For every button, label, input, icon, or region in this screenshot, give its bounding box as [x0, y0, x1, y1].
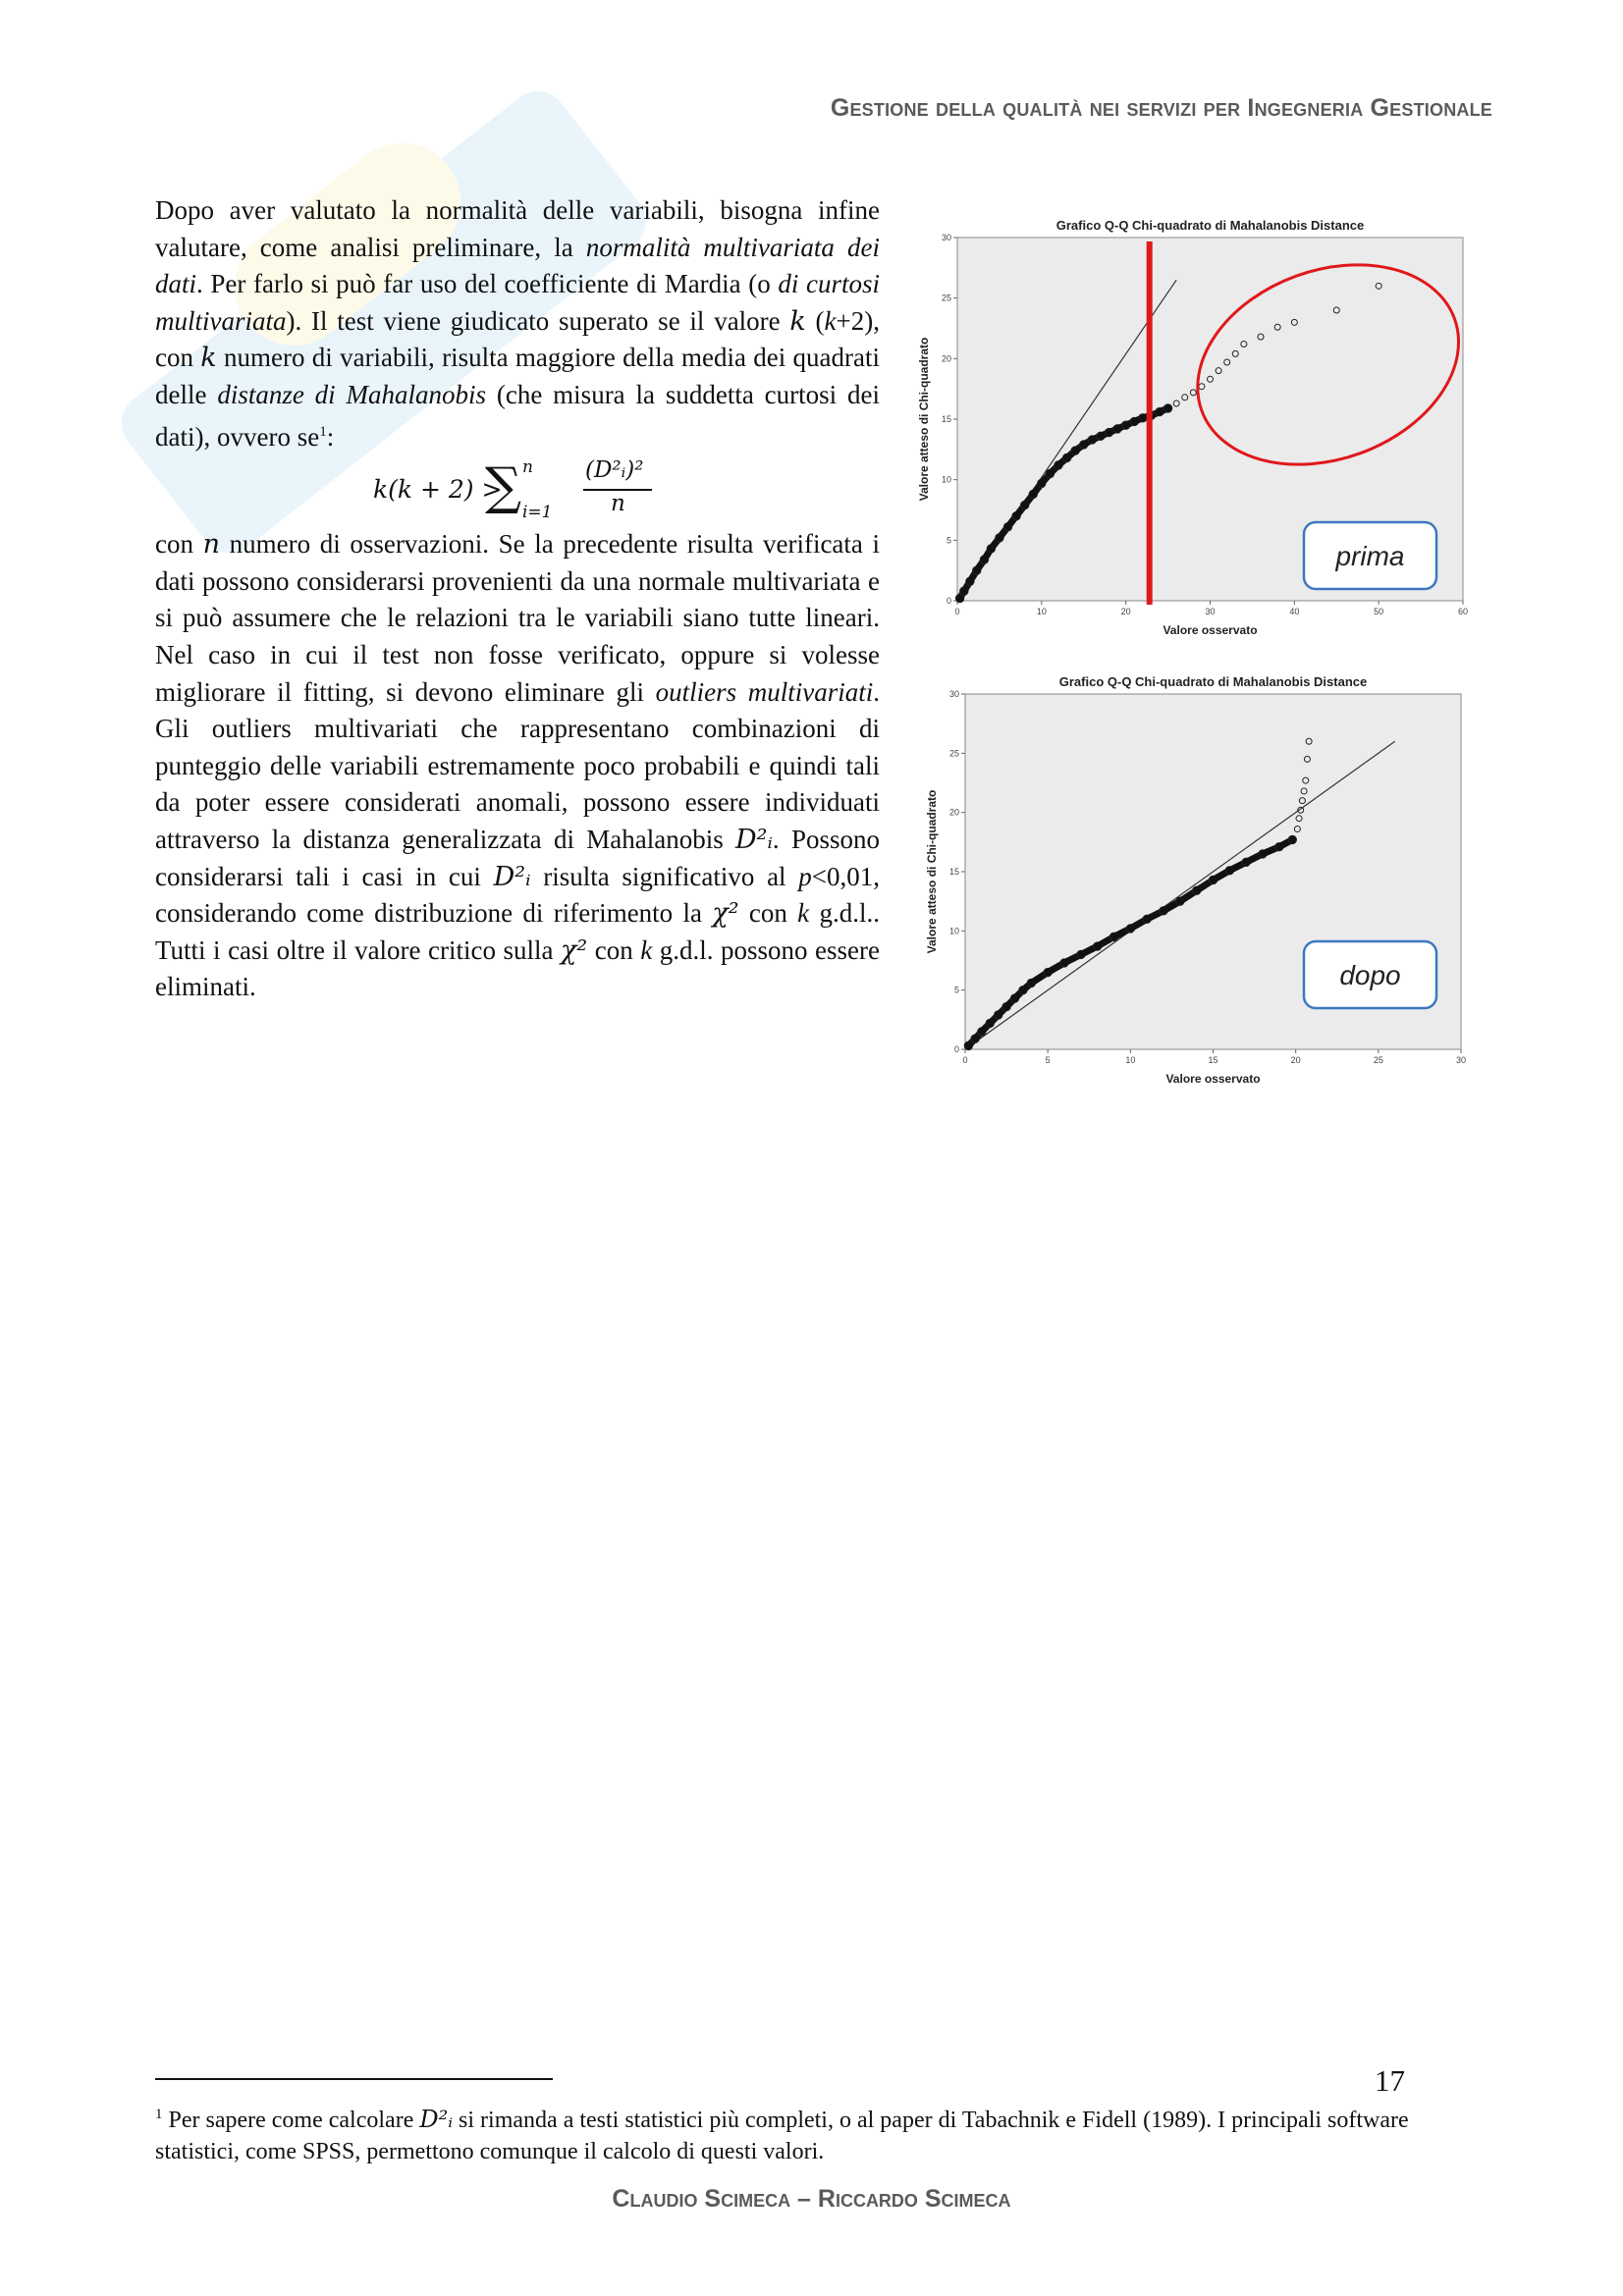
- x-tick-label: 10: [1125, 1055, 1136, 1065]
- formula-denominator: n: [611, 491, 625, 517]
- text-run-italic: normalità multivariata dei dati: [155, 232, 880, 299]
- text-run: numero di osservazioni. Se la precedente risulta verificata i dati possono considerarsi provenienti da una normale multivariata e si può assumere che le relazioni tra le variabili siano tutte lineari. Nel caso in cui il test non fosse verificato, oppure si volesse migliorare il fitting, si devono eliminare gli: [155, 529, 881, 707]
- y-tick-label: 25: [948, 748, 959, 759]
- y-axis-label: Valore atteso di Chi-quadrato: [917, 337, 931, 502]
- math-var: χ²: [712, 898, 739, 930]
- footnote-separator: [155, 2078, 553, 2080]
- math-var: n: [202, 529, 220, 561]
- text-run: (che misura la suddetta curtosi dei dati), ovvero se: [155, 379, 880, 452]
- text-run-italic: di curtosi multivariata: [155, 269, 880, 336]
- y-tick-label: 15: [948, 867, 959, 877]
- text-run: g.d.l.. Tutti i casi oltre il valore critico sulla: [155, 898, 880, 965]
- x-tick-label: 10: [1036, 607, 1047, 616]
- x-tick-label: 20: [1290, 1055, 1301, 1065]
- math-var: χ²: [561, 934, 588, 966]
- formula-lhs: k(k + 2) >: [373, 475, 503, 505]
- y-tick-label: 30: [948, 689, 959, 699]
- text-run: con: [587, 934, 641, 965]
- x-tick-label: 30: [1205, 607, 1216, 616]
- text-run: g.d.l. possono essere eliminati.: [155, 934, 880, 1002]
- y-tick-label: 0: [953, 1044, 959, 1054]
- x-axis-label: Valore osservato: [1165, 1072, 1261, 1086]
- data-point: [1288, 835, 1296, 843]
- y-tick-label: 10: [941, 474, 951, 485]
- x-tick-label: 25: [1373, 1055, 1383, 1065]
- math-var: D²ᵢ: [735, 824, 773, 855]
- x-tick-label: 5: [1045, 1055, 1051, 1065]
- text-run: numero di variabili, risulta maggiore della media dei quadrati delle: [155, 343, 881, 409]
- mardia-formula: [155, 457, 880, 523]
- paragraph-2: [155, 526, 880, 1006]
- text-run: risulta significativo al: [530, 861, 799, 891]
- x-axis-label: Valore osservato: [1163, 623, 1258, 637]
- text-run: <0,01, considerando come distribuzione di riferimento la: [155, 861, 880, 929]
- x-tick-label: 0: [962, 1055, 968, 1065]
- paragraph-1: [155, 192, 880, 455]
- footnote-marker[interactable]: 1: [319, 423, 327, 440]
- chart-state-label: prima: [1335, 541, 1405, 571]
- formula-sum-lower: i=1: [522, 503, 553, 523]
- text-run: con: [155, 529, 203, 560]
- y-tick-label: 5: [953, 985, 959, 995]
- y-tick-label: 10: [948, 926, 959, 936]
- formula-sum: ∑: [485, 457, 522, 517]
- text-run-italic: k: [797, 898, 810, 929]
- charts-column: [903, 210, 1473, 1089]
- text-run-italic: k: [824, 305, 837, 336]
- data-point: [1163, 404, 1171, 412]
- qq-plot-before: [903, 210, 1473, 652]
- text-run: :: [326, 421, 335, 452]
- text-run-italic: k: [640, 934, 653, 965]
- formula-sum-upper: n: [522, 457, 533, 478]
- y-tick-label: 20: [941, 353, 951, 364]
- text-run-italic: distanze di Mahalanobis: [217, 379, 487, 409]
- x-tick-label: 15: [1208, 1055, 1218, 1065]
- y-tick-label: 5: [946, 535, 951, 546]
- x-tick-label: 40: [1289, 607, 1300, 616]
- running-header: Gestione della qualità nei servizi per Ingegneria Gestionale: [830, 94, 1492, 122]
- y-axis-label: Valore atteso di Chi-quadrato: [925, 789, 939, 954]
- math-var: k: [789, 305, 806, 337]
- text-run: . Per farlo si può far uso del coefficiente di Mardia (o: [196, 269, 779, 299]
- formula-numerator: (D²ᵢ)²: [585, 457, 644, 484]
- math-var: D²ᵢ: [419, 2106, 454, 2133]
- y-tick-label: 20: [948, 807, 959, 818]
- x-tick-label: 50: [1374, 607, 1384, 616]
- math-var: D²ᵢ: [493, 861, 531, 892]
- text-run: si rimanda a testi statistici più completi, o al paper di Tabachnik e Fidell (1989). I principali software statistici, come SPSS, permettono comunque il calcolo di questi valori.: [155, 2108, 1409, 2164]
- text-run: (: [805, 305, 825, 336]
- x-tick-label: 20: [1120, 607, 1131, 616]
- text-run-italic: p: [798, 861, 812, 891]
- y-tick-label: 0: [946, 596, 951, 606]
- text-run: +2), con: [155, 305, 880, 373]
- main-text: [155, 192, 880, 1006]
- x-tick-label: 60: [1457, 607, 1469, 616]
- y-tick-label: 30: [941, 233, 951, 242]
- x-tick-label: 30: [1455, 1055, 1467, 1065]
- chart-state-label: dopo: [1339, 960, 1401, 990]
- x-tick-label: 0: [954, 607, 960, 616]
- math-var: k: [200, 343, 217, 374]
- text-run: Dopo aver valutato la normalità delle variabili, bisogna infine valutare, come analisi preliminare, la: [155, 195, 880, 262]
- text-run: . Gli outliers multivariati che rappresentano combinazioni di punteggio delle variabili estremamente poco probabili e quindi tali da poter essere considerati anomali, possono essere individuati attraverso la distanza generalizzata di Mahalanobis: [155, 676, 880, 854]
- text-run: ). Il test viene giudicato superato se il valore: [286, 305, 790, 336]
- y-tick-label: 25: [941, 293, 951, 303]
- footnote-number: 1: [155, 2107, 163, 2122]
- footnote: [155, 2099, 1490, 2167]
- running-footer: Claudio Scimeca – Riccardo Scimeca: [612, 2185, 1011, 2213]
- y-tick-label: 15: [941, 414, 951, 424]
- page-number: 17: [1375, 2063, 1405, 2098]
- chart-title: Grafico Q-Q Chi-quadrato di Mahalanobis Distance: [1058, 674, 1368, 689]
- text-run: . Possono considerarsi tali i casi in cui: [155, 824, 880, 891]
- chart-title: Grafico Q-Q Chi-quadrato di Mahalanobis Distance: [1055, 218, 1365, 233]
- text-run-italic: outliers multivariati: [655, 676, 874, 707]
- text-run: con: [738, 898, 798, 929]
- text-run: Per sapere come calcolare: [168, 2108, 420, 2133]
- qq-plot-after: [903, 667, 1473, 1089]
